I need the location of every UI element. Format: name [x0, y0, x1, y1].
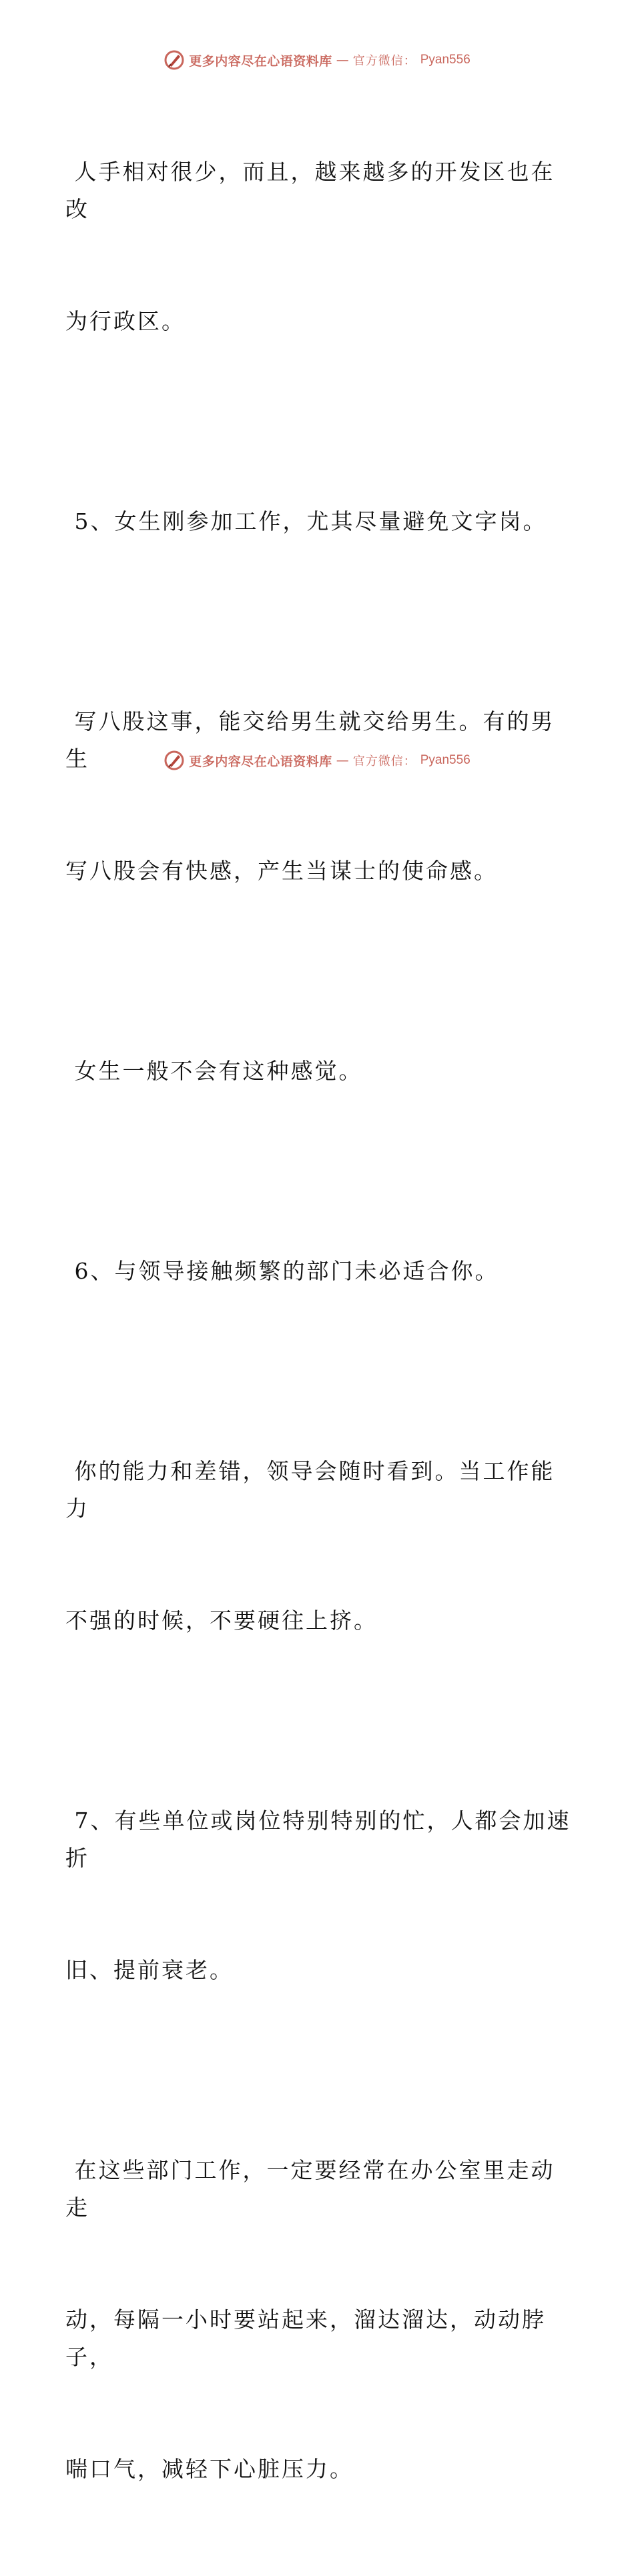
text-line: 为行政区。 — [65, 308, 186, 334]
text-line: 在这些部门工作，一定要经常在办公室里走动走 — [65, 2157, 555, 2220]
text-line: 6、与领导接触频繁的部门未必适合你。 — [65, 1258, 499, 1284]
header-dash: — — [336, 53, 349, 67]
footer-wechat-label: 官方微信： — [352, 754, 416, 768]
paragraph — [65, 428, 573, 615]
paragraph — [65, 79, 573, 415]
footer-banner — [0, 747, 634, 774]
paragraph — [65, 978, 573, 1165]
text-line: 5、女生刚参加工作，尤其尽量避免文字岗。 — [65, 508, 547, 534]
text-line: 你的能力和差错，领导会随时看到。当工作能力 — [65, 1458, 555, 1521]
text-line: 人手相对很少，而且，越来越多的开发区也在改 — [65, 159, 555, 222]
paragraph — [65, 1178, 573, 1365]
quill-logo-icon — [164, 750, 185, 771]
quill-logo-icon — [164, 49, 185, 71]
header-wechat-label: 官方微信： — [352, 54, 416, 68]
paragraph — [65, 1378, 573, 1714]
paragraph — [65, 1728, 573, 2064]
footer-wechat-id: Pyan556 — [420, 753, 470, 767]
document-body — [65, 79, 573, 2576]
text-line: 动，每隔一小时要站起来，溜达溜达，动动脖子， — [65, 2307, 546, 2370]
header-wechat-id: Pyan556 — [420, 53, 470, 67]
header-site-text: 更多内容尽在心语资料库 — [189, 53, 332, 69]
text-line: 写八股这事，能交给男生就交给男生。有的男生 — [65, 708, 555, 772]
text-line: 7、有些单位或岗位特别特别的忙，人都会加速折 — [65, 1808, 571, 1871]
text-line: 旧、提前衰老。 — [65, 1957, 234, 1983]
paragraph — [65, 628, 573, 964]
header-banner — [0, 47, 634, 73]
text-line: 不强的时候，不要硬往上挤。 — [65, 1607, 378, 1634]
footer-site-text: 更多内容尽在心语资料库 — [189, 754, 332, 769]
footer-dash: — — [336, 753, 349, 768]
text-line: 女生一般不会有这种感觉。 — [65, 1058, 363, 1084]
paragraph — [65, 2077, 573, 2563]
text-line: 喘口气，减轻下心脏压力。 — [65, 2456, 354, 2482]
text-line: 写八股会有快感，产生当谋士的使命感。 — [65, 858, 498, 884]
